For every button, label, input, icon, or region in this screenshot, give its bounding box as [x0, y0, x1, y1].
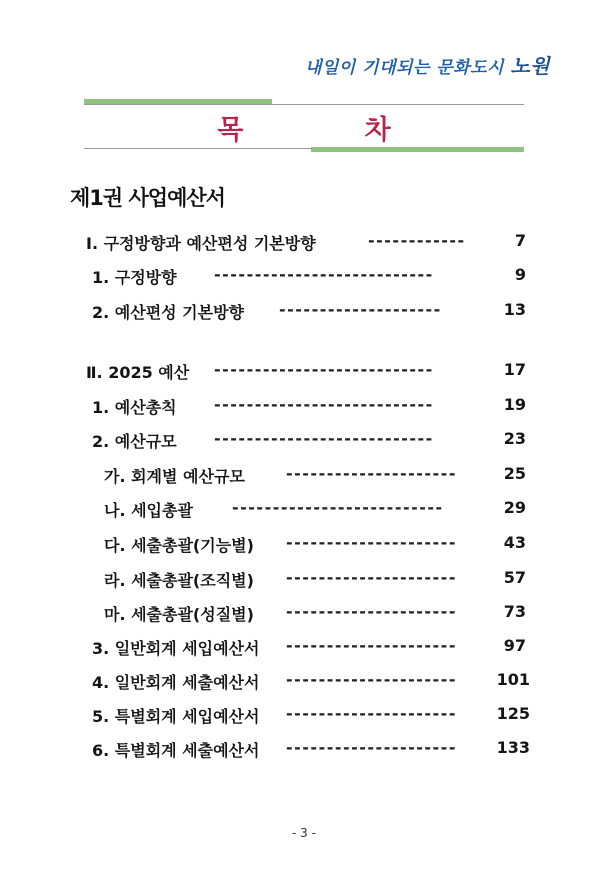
toc-leader: ---------------------	[286, 704, 457, 723]
toc-row[interactable]	[0, 738, 608, 768]
toc-page: 25	[503, 464, 526, 483]
toc-page: 29	[503, 498, 526, 517]
toc-leader: --------------------------	[232, 498, 444, 517]
toc-row[interactable]	[0, 670, 608, 700]
toc-leader: ---------------------	[286, 568, 457, 587]
toc-label: Ⅰ. 구정방향과 예산편성 기본방향	[86, 234, 316, 253]
slogan	[305, 50, 550, 79]
volume-title: 제1권 사업예산서	[70, 186, 225, 210]
toc-label: 다. 세출총괄(기능별)	[104, 536, 254, 555]
toc-label: 가. 회계별 예산규모	[104, 467, 245, 486]
toc-page: 133	[496, 738, 530, 757]
toc-page: 97	[503, 636, 526, 655]
toc-leader: ---------------------------	[214, 429, 434, 448]
toc-label: 4. 일반회계 세출예산서	[92, 673, 260, 692]
slogan-brand: 노원	[510, 54, 550, 78]
toc-row[interactable]	[0, 300, 608, 330]
toc-label: 1. 예산총칙	[92, 398, 177, 417]
toc-label: 3. 일반회계 세입예산서	[92, 639, 260, 658]
toc-page: 9	[514, 265, 526, 284]
toc-page: 19	[503, 395, 526, 414]
toc-row[interactable]	[0, 533, 608, 563]
toc-leader: ---------------------	[286, 670, 457, 689]
toc-page: 101	[496, 670, 530, 689]
toc-leader: ---------------------	[286, 738, 457, 757]
toc-leader: ------------	[368, 231, 466, 250]
top-rule	[84, 104, 524, 105]
toc-page: 17	[503, 360, 526, 379]
toc-leader: ---------------------------	[214, 395, 434, 414]
toc-label: 라. 세출총괄(조직별)	[104, 571, 254, 590]
toc-row[interactable]	[0, 704, 608, 734]
bottom-green-bar	[311, 147, 524, 152]
toc-leader: ---------------------	[286, 533, 457, 552]
toc-label: 1. 구정방향	[92, 268, 177, 287]
toc-label: 마. 세출총괄(성질별)	[104, 605, 254, 624]
toc-leader: ---------------------	[286, 602, 457, 621]
toc-row[interactable]	[0, 464, 608, 494]
toc-page: 73	[503, 602, 526, 621]
toc-label: Ⅱ. 2025 예산	[86, 363, 190, 382]
toc-page: 125	[496, 704, 530, 723]
toc-leader: ---------------------	[286, 464, 457, 483]
toc-row[interactable]	[0, 231, 608, 261]
slogan-text: 내일이 기대되는 문화도시	[304, 58, 504, 78]
toc-row[interactable]	[0, 265, 608, 295]
toc-row[interactable]	[0, 429, 608, 459]
toc-row[interactable]	[0, 568, 608, 598]
toc-leader: ---------------------------	[214, 265, 434, 284]
toc-label: 5. 특별회계 세입예산서	[92, 707, 260, 726]
page-title: 목 차	[217, 115, 447, 146]
toc-leader: ---------------------------	[214, 360, 434, 379]
toc-row[interactable]	[0, 395, 608, 425]
page-number: - 3 -	[292, 826, 316, 840]
toc-page: 23	[503, 429, 526, 448]
toc-leader: --------------------	[279, 300, 442, 319]
toc-page: 43	[503, 533, 526, 552]
toc-row[interactable]	[0, 636, 608, 666]
toc-label: 6. 특별회계 세출예산서	[92, 741, 260, 760]
toc-page: 57	[503, 568, 526, 587]
toc-label: 나. 세입총괄	[104, 501, 193, 520]
toc-label: 2. 예산규모	[92, 432, 177, 451]
toc-row[interactable]	[0, 360, 608, 390]
toc-leader: ---------------------	[286, 636, 457, 655]
toc-row[interactable]	[0, 498, 608, 528]
toc-row[interactable]	[0, 602, 608, 632]
toc-page: 7	[514, 231, 526, 250]
toc-label: 2. 예산편성 기본방향	[92, 303, 244, 322]
toc-page: 13	[503, 300, 526, 319]
